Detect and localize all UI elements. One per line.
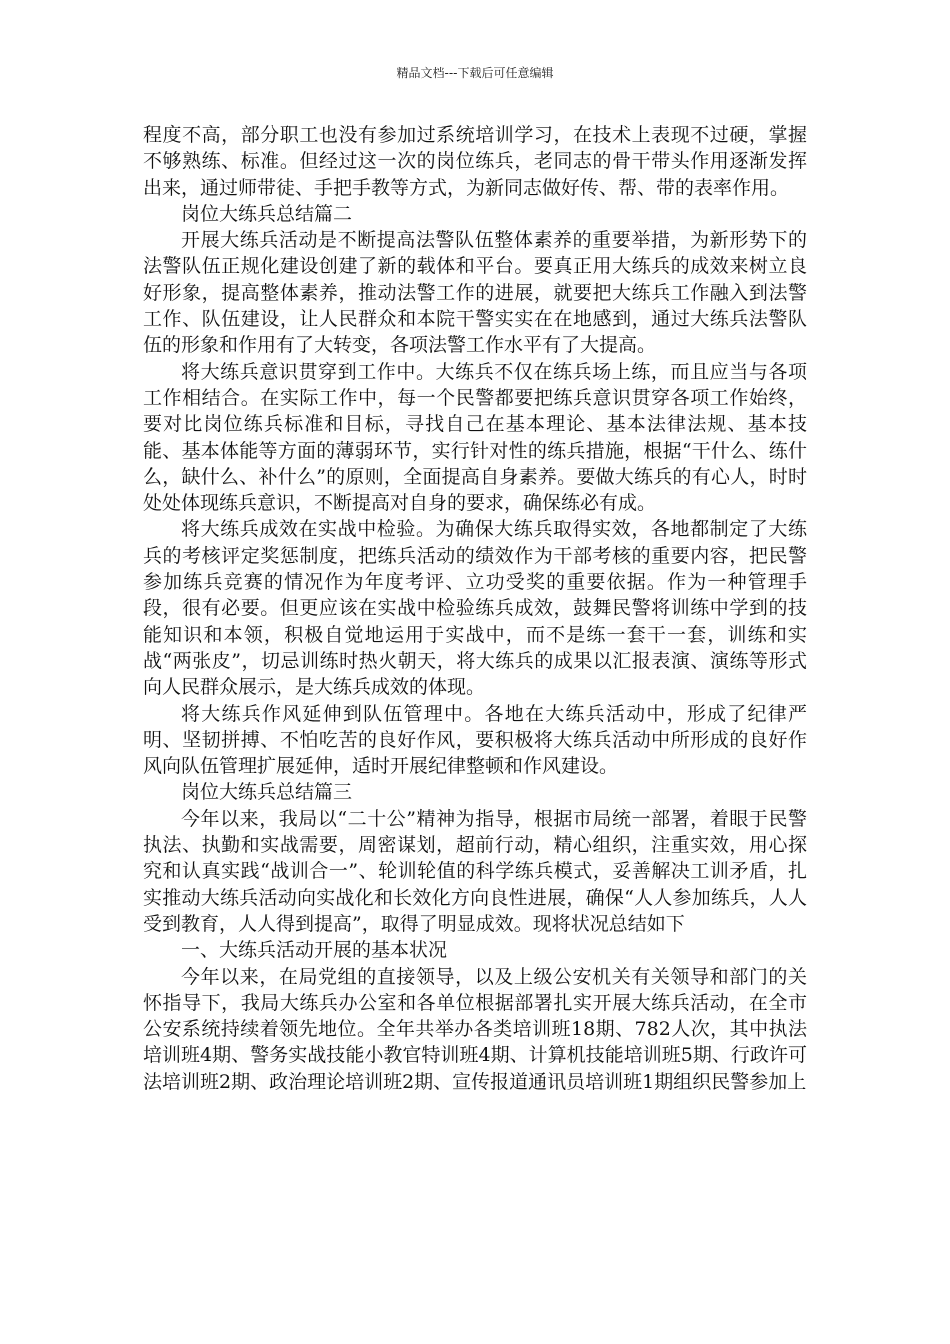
section-heading-part-three: 岗位大练兵总结篇三	[181, 781, 353, 804]
paragraph: 今年以来，我局以“二十公”精神为指导，根据市局统一部署，着眼于民警执法、执勤和实战需要，周密谋划，超前行动，精心组织，注重实效，用心探究和认真实践“战训合一”、轮训轮值的科学练兵模式，妥善解决工训矛盾，扎实推动大练兵活动向实战化和长效化方向良性进展，确保“人人参加练兵，人人受到教育，人人得到提高”，取得了明显成效。现将状况总结如下	[143, 807, 807, 935]
section-heading-part-two: 岗位大练兵总结篇二	[181, 202, 353, 225]
page-header: 精品文档---下载后可任意编辑	[396, 66, 554, 80]
paragraph: 将大练兵成效在实战中检验。为确保大练兵取得实效，各地都制定了大练兵的考核评定奖惩制度，把练兵活动的绩效作为干部考核的重要内容，把民警参加练兵竞赛的情况作为年度考评、立功受奖的重要依据。作为一种管理手段，很有必要。但更应该在实战中检验练兵成效，鼓舞民警将训练中学到的技能知识和本领，积极自觉地运用于实战中，而不是练一套干一套，训练和实战“两张皮”，切忌训练时热火朝天，将大练兵的成果以汇报表演、演练等形式向人民群众展示，是大练兵成效的体现。	[143, 518, 807, 699]
subsection-heading: 一、大练兵活动开展的基本状况	[181, 939, 448, 962]
paragraph-continued: 程度不高，部分职工也没有参加过系统培训学习，在技术上表现不过硬，掌握不够熟练、标准。但经过这一次的岗位练兵，老同志的骨干带头作用逐渐发挥出来，通过师带徒、手把手教等方式，为新同志做好传、帮、带的表率作用。	[143, 124, 807, 199]
paragraph: 开展大练兵活动是不断提高法警队伍整体素养的重要举措，为新形势下的法警队伍正规化建设创建了新的载体和平台。要真正用大练兵的成效来树立良好形象，提高整体素养，推动法警工作的进展，就要把大练兵工作融入到法警工作、队伍建设，让人民群众和本院干警实实在在地感到，通过大练兵法警队伍的形象和作用有了大转变，各项法警工作水平有了大提高。	[143, 229, 807, 357]
document-body	[143, 122, 807, 1095]
paragraph: 将大练兵意识贯穿到工作中。大练兵不仅在练兵场上练，而且应当与各项工作相结合。在实际工作中，每一个民警都要把练兵意识贯穿各项工作始终，要对比岗位练兵标准和目标，寻找自己在基本理论、基本法律法规、基本技能、基本体能等方面的薄弱环节，实行针对性的练兵措施，根据“干什么、练什么，缺什么、补什么”的原则，全面提高自身素养。要做大练兵的有心人，时时处处体现练兵意识，不断提高对自身的要求，确保练必有成。	[143, 360, 807, 515]
paragraph: 将大练兵作风延伸到队伍管理中。各地在大练兵活动中，形成了纪律严明、坚韧拼搏、不怕吃苦的良好作风，要积极将大练兵活动中所形成的良好作风向队伍管理扩展延伸，适时开展纪律整顿和作风建设。	[143, 702, 807, 778]
paragraph: 今年以来，在局党组的直接领导，以及上级公安机关有关领导和部门的关怀指导下，我局大练兵办公室和各单位根据部署扎实开展大练兵活动，在全市公安系统持续着领先地位。全年共举办各类培训班18期、782人次，其中执法培训班4期、警务实战技能小教官特训班4期、计算机技能培训班5期、行政许可法培训班2期、政治理论培训班2期、宣传报道通讯员培训班1期组织民警参加上	[143, 965, 807, 1093]
